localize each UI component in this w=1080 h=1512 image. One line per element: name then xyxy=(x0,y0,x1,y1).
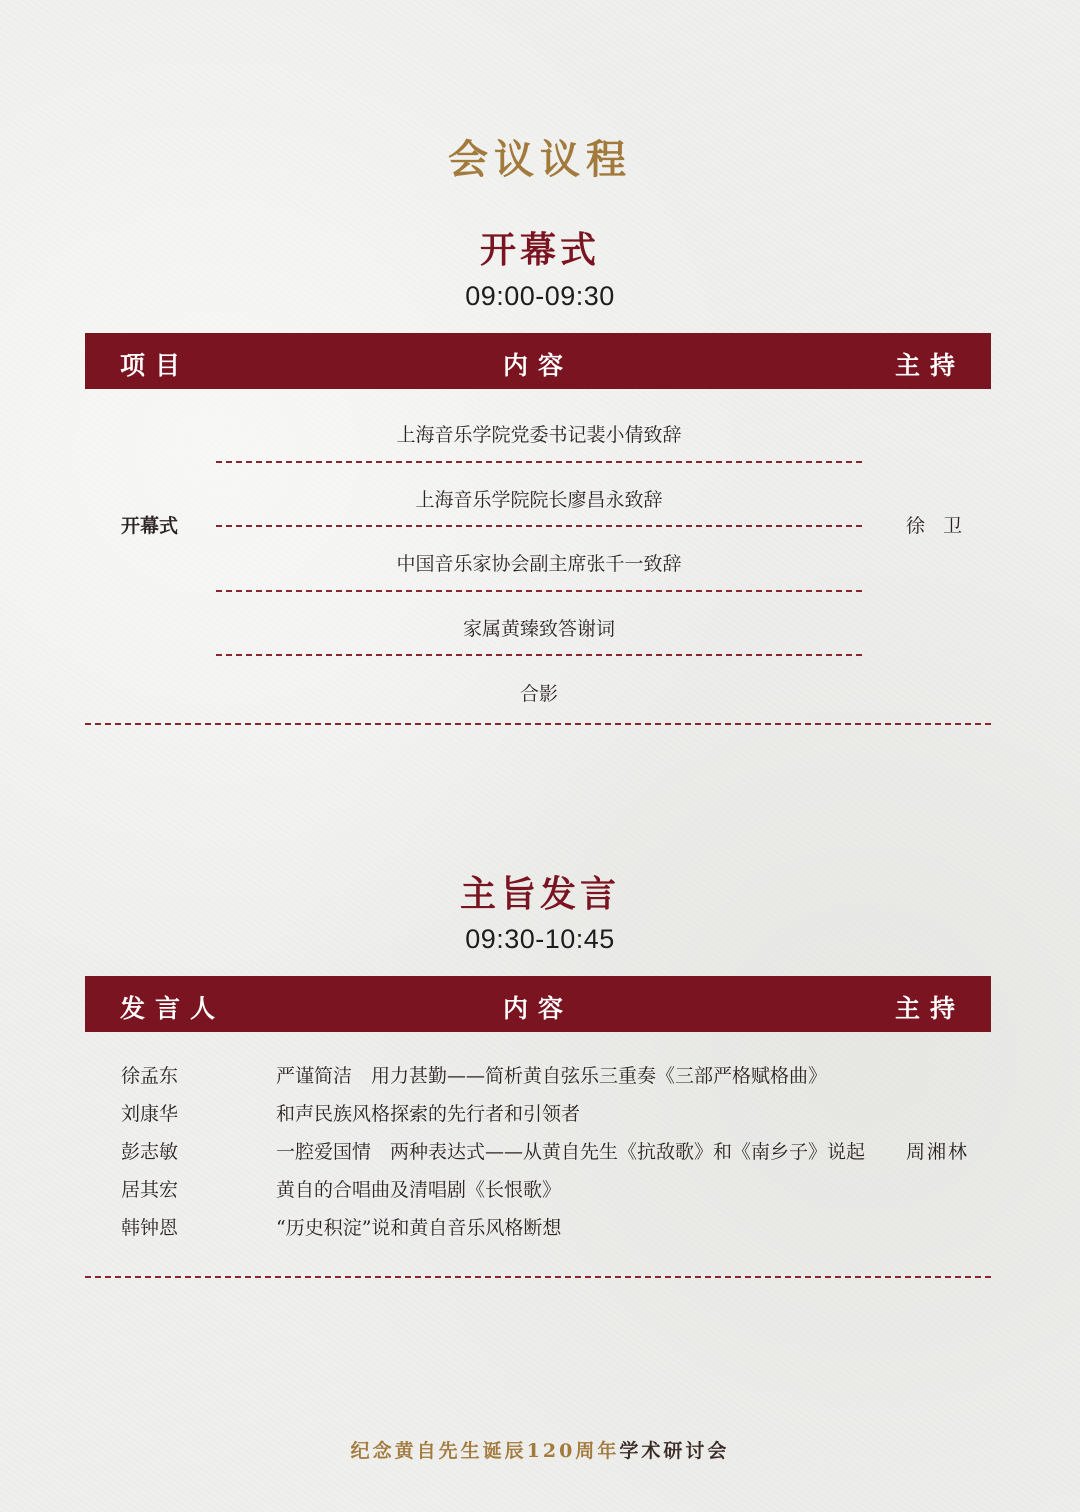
talk-topic: 黄自的合唱曲及清唱剧《长恨歌》 xyxy=(276,1179,562,1201)
row-divider xyxy=(216,461,862,463)
speaker-name: 刘康华 xyxy=(121,1103,179,1125)
opening-host: 徐 卫 xyxy=(906,515,965,537)
opening-section-title: 开幕式 xyxy=(479,229,600,271)
keynote-host: 周湘林 xyxy=(906,1141,970,1163)
header-col-host: 主持 xyxy=(894,994,965,1023)
opening-row-5: 合影 xyxy=(519,683,558,705)
speaker-name: 韩钟恩 xyxy=(121,1217,179,1239)
section-divider xyxy=(85,1276,991,1278)
opening-table-header xyxy=(85,333,991,389)
header-col-content: 内容 xyxy=(502,351,573,380)
opening-row-2: 上海音乐学院院长廖昌永致辞 xyxy=(415,489,663,511)
footer-caption xyxy=(0,1436,1080,1463)
section-divider xyxy=(85,723,991,725)
keynote-table-header xyxy=(85,976,991,1032)
opening-item-label: 开幕式 xyxy=(121,515,179,537)
footer-caption-part1: 纪念黄自先生诞辰120周年 xyxy=(350,1440,620,1462)
header-col-item: 项目 xyxy=(120,351,191,380)
opening-row-4: 家属黄臻致答谢词 xyxy=(462,618,615,640)
opening-section-time: 09:00-09:30 xyxy=(465,281,615,311)
header-col-host: 主持 xyxy=(894,351,965,380)
talk-topic: 和声民族风格探索的先行者和引领者 xyxy=(276,1103,581,1125)
opening-row-3: 中国音乐家协会副主席张千一致辞 xyxy=(396,553,682,575)
talk-topic: 一腔爱国情 两种表达式——从黄自先生《抗敌歌》和《南乡子》说起 xyxy=(276,1141,866,1163)
speaker-name: 居其宏 xyxy=(121,1179,179,1201)
keynote-section-time: 09:30-10:45 xyxy=(465,924,615,954)
footer-caption-part2: 学术研讨会 xyxy=(619,1440,730,1462)
speaker-name: 彭志敏 xyxy=(121,1141,179,1163)
talk-topic: “历史积淀”说和黄自音乐风格断想 xyxy=(276,1217,562,1239)
talk-topic: 严谨简洁 用力甚勤——简析黄自弦乐三重奏《三部严格赋格曲》 xyxy=(276,1065,828,1087)
header-col-content: 内容 xyxy=(502,994,573,1023)
keynote-section-title: 主旨发言 xyxy=(459,873,620,915)
page-title: 会议议程 xyxy=(448,136,632,183)
header-col-speaker: 发言人 xyxy=(120,994,226,1023)
row-divider xyxy=(216,590,862,592)
row-divider xyxy=(216,654,862,656)
row-divider xyxy=(216,525,862,527)
speaker-name: 徐孟东 xyxy=(121,1065,179,1087)
opening-row-1: 上海音乐学院党委书记裴小倩致辞 xyxy=(396,424,682,446)
